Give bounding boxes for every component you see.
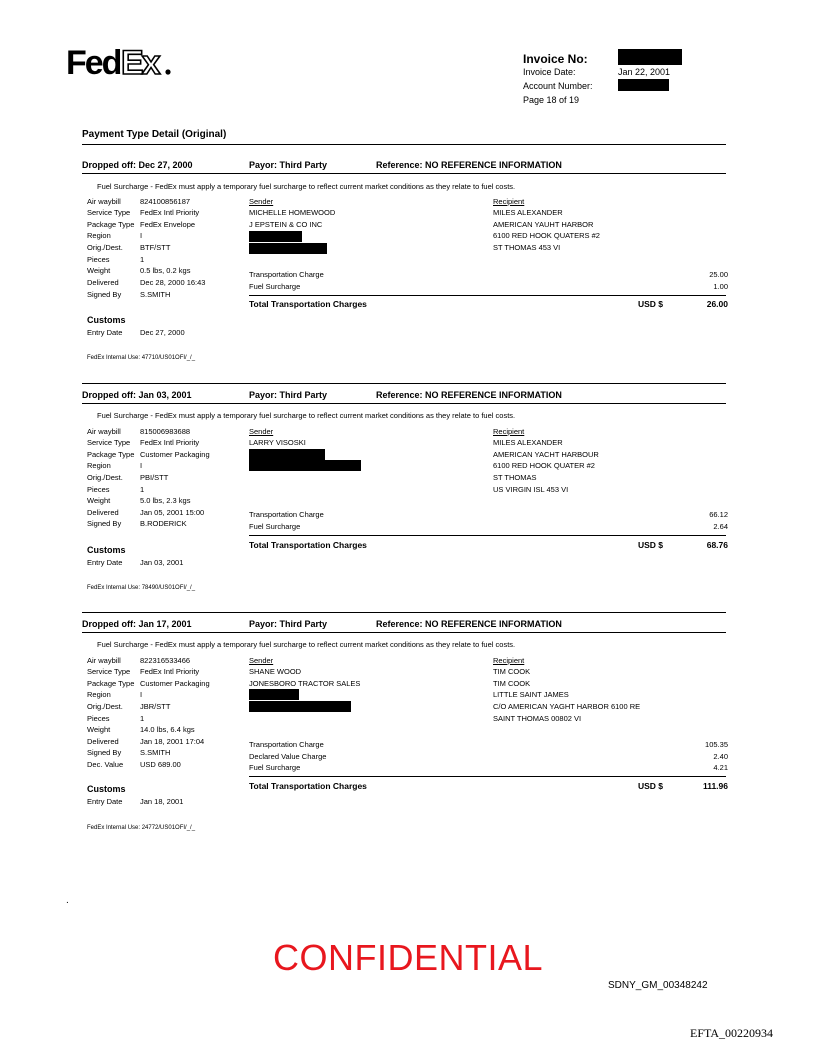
dropped-off-date: Dropped off: Jan 17, 2001: [82, 619, 192, 629]
entry-date-label: Entry Date: [87, 558, 123, 567]
sender-line: LARRY VISOSKI: [249, 438, 306, 447]
account-number-label: Account Number:: [523, 81, 593, 91]
page-title: Payment Type Detail (Original): [82, 129, 227, 140]
weight-label: Weight: [87, 725, 111, 734]
divider: [82, 612, 726, 613]
payor: Payor: Third Party: [249, 160, 328, 170]
redacted-sender-line: [249, 243, 327, 254]
declared-value-charge: 2.40: [713, 752, 728, 761]
total-divider: [249, 535, 726, 536]
recipient-line: SAINT THOMAS 00802 VI: [493, 714, 582, 723]
recipient-line: ST THOMAS: [493, 473, 537, 482]
fedex-logo: [66, 42, 174, 80]
delivered-label: Delivered: [87, 278, 119, 287]
redacted-sender-line: [249, 449, 325, 460]
payor: Payor: Third Party: [249, 619, 328, 629]
pieces-label: Pieces: [87, 714, 110, 723]
signed-by: S.SMITH: [140, 748, 171, 757]
entry-date: Jan 18, 2001: [140, 797, 184, 806]
orig-dest-label: Orig./Dest.: [87, 243, 123, 252]
sender-line: SHANE WOOD: [249, 667, 302, 676]
redacted-sender-line: [249, 231, 302, 242]
transportation-charge: 105.35: [705, 740, 728, 749]
fuel-surcharge-note: Fuel Surcharge - FedEx must apply a temporary fuel surcharge to reflect current market conditions as they relate to fuel costs.: [97, 640, 516, 649]
total-amount: 68.76: [706, 540, 728, 550]
divider: [82, 632, 726, 633]
package-type: Customer Packaging: [140, 679, 210, 688]
entry-date-label: Entry Date: [87, 328, 123, 337]
package-type-label: Package Type: [87, 450, 135, 459]
internal-use: FedEx Internal Use: 24772/US01OFI/_/_: [87, 825, 196, 831]
internal-use: FedEx Internal Use: 78490/US01OFI/_/_: [87, 585, 196, 591]
sender-line: J EPSTEIN & CO INC: [249, 220, 323, 229]
fuel-surcharge-label: Fuel Surcharge: [249, 282, 301, 291]
redacted-sender-line: [249, 689, 299, 700]
recipient-line: TIM COOK: [493, 667, 531, 676]
region: I: [140, 461, 143, 470]
fuel-surcharge: 2.64: [713, 522, 728, 531]
delivered: Dec 28, 2000 16:43: [140, 278, 206, 287]
invoice-no-label: Invoice No:: [523, 52, 588, 66]
payor: Payor: Third Party: [249, 390, 328, 400]
weight: 0.5 lbs, 0.2 kgs: [140, 266, 191, 275]
pieces-label: Pieces: [87, 255, 110, 264]
pieces: 1: [140, 485, 145, 494]
total-amount: 26.00: [706, 299, 728, 309]
recipient-line: TIM COOK: [493, 679, 531, 688]
orig-dest-label: Orig./Dest.: [87, 702, 123, 711]
dropped-off-date: Dropped off: Jan 03, 2001: [82, 390, 192, 400]
fuel-surcharge-note: Fuel Surcharge - FedEx must apply a temporary fuel surcharge to reflect current market conditions as they relate to fuel costs.: [97, 411, 516, 420]
redacted-sender-line: [249, 460, 361, 471]
service-type-label: Service Type: [87, 667, 131, 676]
efta-number: EFTA_00220934: [690, 1026, 774, 1040]
redacted-invoice-no: [618, 49, 682, 65]
svg-text:Ex: Ex: [121, 44, 159, 80]
region: I: [140, 690, 143, 699]
total-currency: USD $: [638, 781, 664, 791]
air-waybill: 815006983688: [140, 427, 191, 436]
delivered-label: Delivered: [87, 737, 119, 746]
weight: 14.0 lbs, 6.4 kgs: [140, 725, 195, 734]
delivered: Jan 18, 2001 17:04: [140, 737, 205, 746]
signed-by: S.SMITH: [140, 290, 171, 299]
invoice-date: Jan 22, 2001: [618, 67, 671, 77]
region-label: Region: [87, 461, 111, 470]
region: I: [140, 231, 143, 240]
total-amount: 111.96: [702, 781, 728, 791]
region-label: Region: [87, 690, 111, 699]
sender-line: JONESBORO TRACTOR SALES: [249, 679, 361, 688]
total-currency: USD $: [638, 299, 664, 309]
recipient-line: LITTLE SAINT JAMES: [493, 690, 569, 699]
recipient-line: AMERICAN YACHT HARBOUR: [493, 450, 599, 459]
air-waybill: 824100856187: [140, 197, 191, 206]
recipient-label: Recipient: [493, 656, 525, 665]
page-number: Page 18 of 19: [523, 95, 580, 105]
sender-label: Sender: [249, 427, 274, 436]
package-type: FedEx Envelope: [140, 220, 196, 229]
transportation-charge-label: Transportation Charge: [249, 740, 324, 749]
recipient-line: 6100 RED HOOK QUATER #2: [493, 461, 595, 470]
entry-date-label: Entry Date: [87, 797, 123, 806]
transportation-charge: 25.00: [709, 270, 728, 279]
sender-label: Sender: [249, 197, 274, 206]
orig-dest: JBR/STT: [140, 702, 171, 711]
pieces: 1: [140, 255, 145, 264]
sender-line: MICHELLE HOMEWOOD: [249, 208, 336, 217]
total-label: Total Transportation Charges: [249, 781, 367, 791]
recipient-line: MILES ALEXANDER: [493, 208, 563, 217]
air-waybill-label: Air waybill: [87, 427, 121, 436]
transportation-charge-label: Transportation Charge: [249, 270, 324, 279]
recipient-line: US VIRGIN ISL 453 VI: [493, 485, 569, 494]
delivered: Jan 05, 2001 15:00: [140, 508, 205, 517]
redacted-sender-line: [249, 701, 351, 712]
air-waybill-label: Air waybill: [87, 656, 121, 665]
recipient-line: ST THOMAS 453 VI: [493, 243, 561, 252]
service-type-label: Service Type: [87, 208, 131, 217]
dropped-off-date: Dropped off: Dec 27, 2000: [82, 160, 193, 170]
sender-label: Sender: [249, 656, 274, 665]
orig-dest-label: Orig./Dest.: [87, 473, 123, 482]
confidential-stamp: CONFIDENTIAL: [272, 937, 544, 978]
service-type: FedEx Intl Priority: [140, 438, 200, 447]
service-type: FedEx Intl Priority: [140, 667, 200, 676]
signed-by: B.RODERICK: [140, 519, 187, 528]
svg-text:Fed: Fed: [66, 44, 121, 80]
service-type: FedEx Intl Priority: [140, 208, 200, 217]
package-type: Customer Packaging: [140, 450, 210, 459]
recipient-line: AMERICAN YAUHT HARBOR: [493, 220, 594, 229]
internal-use: FedEx Internal Use: 47710/US01OFI/_/_: [87, 355, 196, 361]
total-label: Total Transportation Charges: [249, 540, 367, 550]
fuel-surcharge-label: Fuel Surcharge: [249, 522, 301, 531]
recipient-line: 6100 RED HOOK QUATERS #2: [493, 231, 600, 240]
total-currency: USD $: [638, 540, 664, 550]
entry-date: Dec 27, 2000: [140, 328, 185, 337]
total-divider: [249, 776, 726, 777]
air-waybill: 822316533466: [140, 656, 191, 665]
air-waybill-label: Air waybill: [87, 197, 121, 206]
weight-label: Weight: [87, 266, 111, 275]
redacted-account-number: [618, 79, 669, 91]
total-divider: [249, 295, 726, 296]
divider: [82, 144, 726, 145]
package-type-label: Package Type: [87, 679, 135, 688]
reference: Reference: NO REFERENCE INFORMATION: [376, 619, 562, 629]
invoice-date-label: Invoice Date:: [523, 67, 576, 77]
recipient-line: MILES ALEXANDER: [493, 438, 563, 447]
service-type-label: Service Type: [87, 438, 131, 447]
signed-by-label: Signed By: [87, 748, 122, 757]
stray-dot: .: [66, 895, 69, 906]
total-label: Total Transportation Charges: [249, 299, 367, 309]
pieces-label: Pieces: [87, 485, 110, 494]
fuel-surcharge: 1.00: [713, 282, 728, 291]
declared-value-charge-label: Declared Value Charge: [249, 752, 327, 761]
fuel-surcharge-label: Fuel Surcharge: [249, 763, 301, 772]
pieces: 1: [140, 714, 145, 723]
signed-by-label: Signed By: [87, 290, 122, 299]
dec-value: USD 689.00: [140, 760, 181, 769]
reference: Reference: NO REFERENCE INFORMATION: [376, 160, 562, 170]
delivered-label: Delivered: [87, 508, 119, 517]
entry-date: Jan 03, 2001: [140, 558, 184, 567]
reference: Reference: NO REFERENCE INFORMATION: [376, 390, 562, 400]
fuel-surcharge: 4.21: [713, 763, 728, 772]
divider: [82, 173, 726, 174]
weight-label: Weight: [87, 496, 111, 505]
package-type-label: Package Type: [87, 220, 135, 229]
recipient-line: C/O AMERICAN YAGHT HARBOR 6100 RE: [493, 702, 641, 711]
signed-by-label: Signed By: [87, 519, 122, 528]
divider: [82, 383, 726, 384]
region-label: Region: [87, 231, 111, 240]
divider: [82, 403, 726, 404]
fuel-surcharge-note: Fuel Surcharge - FedEx must apply a temporary fuel surcharge to reflect current market conditions as they relate to fuel costs.: [97, 182, 516, 191]
transportation-charge-label: Transportation Charge: [249, 510, 324, 519]
orig-dest: PBI/STT: [140, 473, 169, 482]
bates-number: SDNY_GM_00348242: [608, 980, 708, 991]
customs-heading: Customs: [87, 545, 126, 555]
recipient-label: Recipient: [493, 197, 525, 206]
recipient-label: Recipient: [493, 427, 525, 436]
orig-dest: BTF/STT: [140, 243, 171, 252]
dec-value-label: Dec. Value: [87, 760, 124, 769]
customs-heading: Customs: [87, 784, 126, 794]
customs-heading: Customs: [87, 315, 126, 325]
transportation-charge: 66.12: [709, 510, 728, 519]
weight: 5.0 lbs, 2.3 kgs: [140, 496, 191, 505]
